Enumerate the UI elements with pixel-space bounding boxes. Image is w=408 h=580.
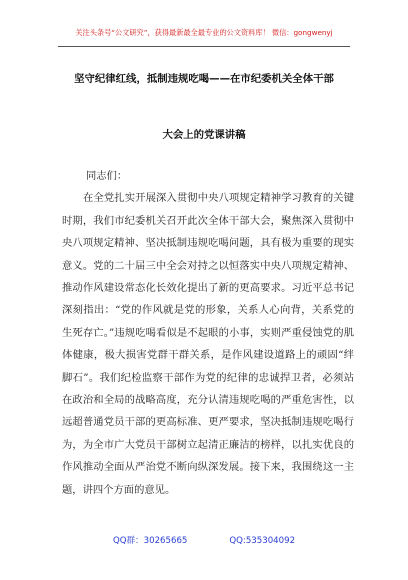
header-divider (58, 46, 350, 47)
document-body (62, 165, 354, 501)
footer-contact (0, 534, 408, 546)
salutation: 同志们： (86, 170, 128, 182)
document-title-line-2: 大会上的党课讲稿 (162, 129, 246, 141)
footer-qq-group: QQ群：30265665 (112, 536, 188, 546)
body-paragraph: 在全党扎实开展深入贯彻中央八项规定精神学习教育的关键时期，我们市纪委机关召开此次全体干部大会，聚焦深入贯彻中央八项规定精神、坚决抵制违规吃喝问题，具有极为重要的现实意义。党的二十届三中全会对持之以恒落实中央八项规定精神、推动作风建设常态化长效化提出了新的更高要求。习近平总书记深刻指出：“党的作风就是党的形象，关系人心向背，关系党的生死存亡。”违规吃喝看似是不起眼的小事，实则严重侵蚀党的肌体健康，极大损害党群干群关系，是作风建设道路上的顽固“绊脚石”。我们纪检监察干部作为党的纪律的忠诚捍卫者，必须站在政治和全局的战略高度，充分认清违规吃喝的严重危害性，以远超普通党员干部的更高标准、更严要求，坚决抵制违规吃喝行为，为全市广大党员干部树立起清正廉洁的榜样，以扎实优良的作风推动全面从严治党不断向纵深发展。接下来，我围绕这一主题，讲四个方面的意见。 (62, 192, 354, 496)
header-promo-text: 关注头条号“公文研究”，获得最新最全最专业的公文资料库！ 微信：gongwenyj (75, 28, 333, 37)
document-title-line-1: 坚守纪律红线，抵制违规吃喝——在市纪委机关全体干部 (74, 73, 334, 85)
footer-qq: QQ:535304092 (229, 536, 296, 546)
